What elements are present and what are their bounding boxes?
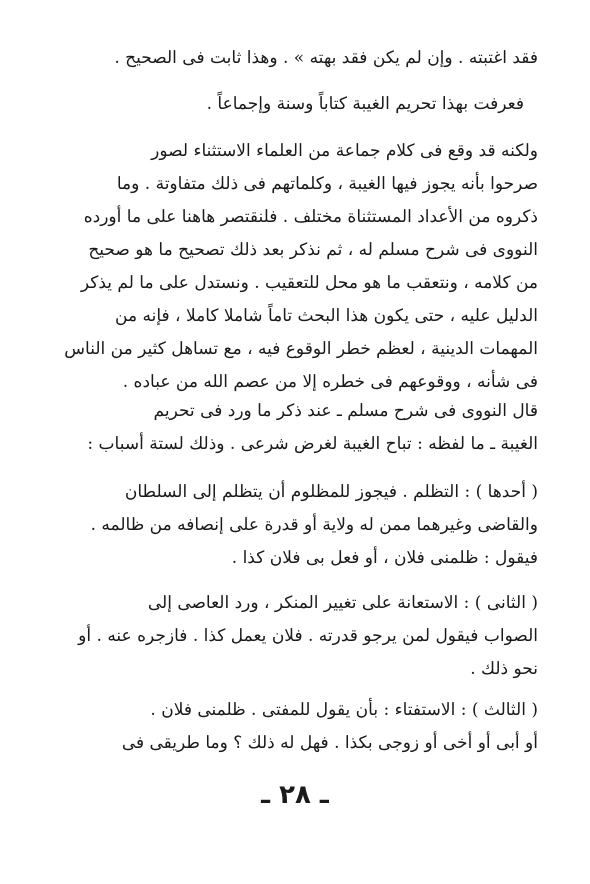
text-line: والقاضى وغيرهما ممن له ولاية أو قدرة على إنصافه من ظالمه . bbox=[90, 515, 538, 535]
text-line: ذكروه من الأعداد المستثناة مختلف . فلنقتصر هاهنا على ما أورده bbox=[83, 207, 538, 227]
text-line: نحو ذلك . bbox=[470, 659, 538, 679]
text-line: النووى فى شرح مسلم له ، ثم نذكر بعد ذلك تصحيح ما هو صحيح bbox=[88, 240, 538, 260]
text-line: فعرفت بهذا تحريم الغيبة كتاباً وسنة وإجماعاً . bbox=[206, 94, 524, 114]
text-line: من كلامه ، ونتعقب ما هو محل للتعقيب . ونستدل على ما لم يذكر bbox=[80, 273, 538, 293]
page-number: ـ ٢٨ ـ bbox=[261, 780, 329, 810]
text-line: صرحوا بأنه يجوز فيها الغيبة ، وكلماتهم فى ذلك متفاوتة . وما bbox=[116, 174, 538, 194]
text-line: الغيبة ـ ما لفظه : تباح الغيبة لغرض شرعى . وذلك لستة أسباب : bbox=[87, 434, 538, 454]
paragraph-7 bbox=[40, 694, 538, 760]
text-line: فى شأنه ، ووقوعهم فى خطره إلا من عصم الله من عباده . bbox=[122, 372, 538, 392]
text-line: فقد اغتبته . وإن لم يكن فقد بهته » . وهذا ثابت فى الصحيح . bbox=[114, 48, 538, 68]
text-line: ( أحدها ) : التظلم . فيجوز للمظلوم أن يتظلم إلى السلطان bbox=[124, 482, 538, 502]
paragraph-5 bbox=[40, 476, 538, 575]
text-line: أو أبى أو أخى أو زوجى بكذا . فهل له ذلك ؟ وما طريقى فى bbox=[121, 733, 538, 753]
text-line: فيقول : ظلمنى فلان ، أو فعل بى فلان كذا . bbox=[231, 548, 538, 568]
text-line: ولكنه قد وقع فى كلام جماعة من العلماء الاستثناء لصور bbox=[151, 141, 538, 161]
paragraph-1 bbox=[40, 42, 538, 75]
text-line: ( الثانى ) : الاستعانة على تغيير المنكر ، ورد العاصى إلى bbox=[147, 593, 538, 613]
paragraph-6 bbox=[40, 587, 538, 686]
paragraph-3 bbox=[40, 135, 538, 399]
text-line: ( الثالث ) : الاستفتاء : بأن يقول للمفتى . ظلمنى فلان . bbox=[150, 700, 538, 720]
text-line: الدليل عليه ، حتى يكون هذا البحث تاماً شاملا كاملا ، فإنه من bbox=[115, 306, 538, 326]
paragraph-2 bbox=[40, 88, 524, 121]
paragraph-4 bbox=[40, 395, 538, 461]
text-line: المهمات الدينية ، لعظم خطر الوقوع فيه ، مع تساهل كثير من الناس bbox=[64, 339, 538, 359]
text-line: الصواب فيقول لمن يرجو قدرته . فلان يعمل كذا . فازجره عنه . أو bbox=[78, 626, 538, 646]
text-line: قال النووى فى شرح مسلم ـ عند ذكر ما ورد فى تحريم bbox=[153, 401, 538, 421]
